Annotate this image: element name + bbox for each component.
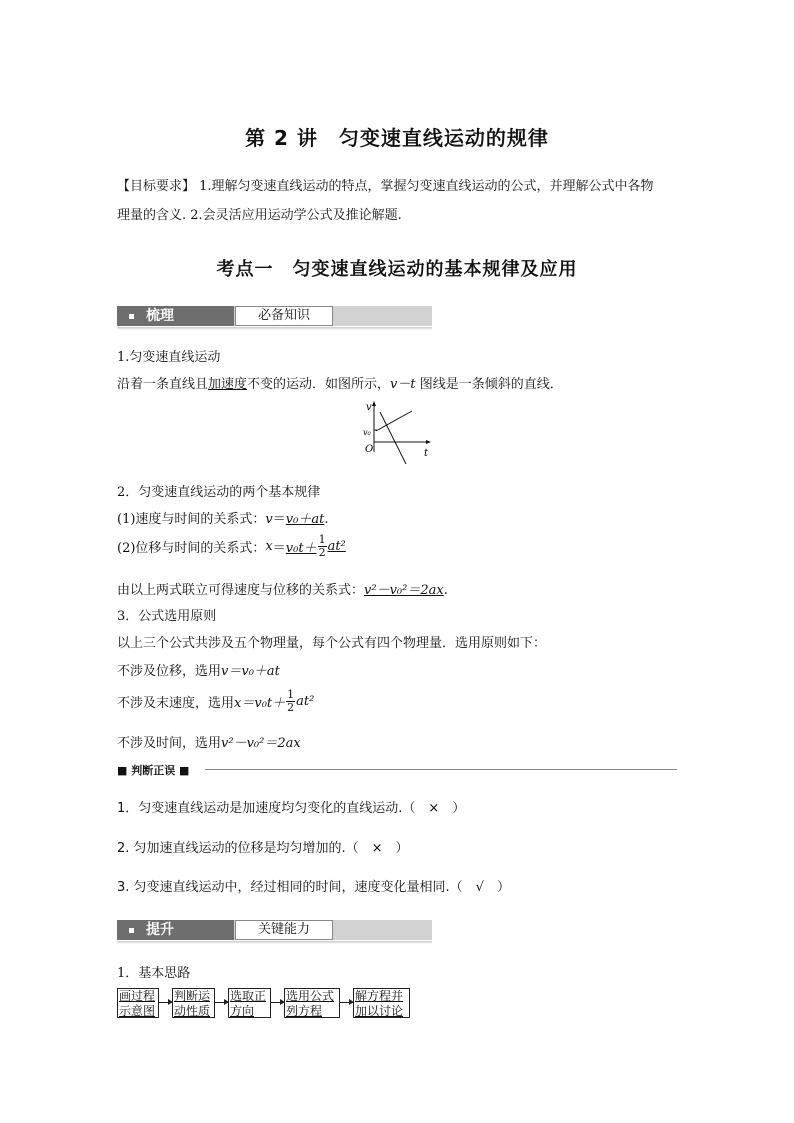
v0-label: v₀ xyxy=(363,428,371,437)
rule-no-displacement: 不涉及位移，选用v＝v₀＋at xyxy=(117,664,280,679)
band-ability-title: 提升 xyxy=(146,922,174,938)
judge-title: ■ 判断正误 ■ xyxy=(117,764,190,777)
flow-step: 解方程并 加以讨论 xyxy=(353,988,410,1018)
answer-acceleration: 加速度 xyxy=(208,377,248,392)
goal-tag: 【目标要求】 xyxy=(117,179,196,194)
rule-no-final-velocity: 不涉及末速度，选用x＝v₀t＋ $\frac{1}{2}$ at² xyxy=(117,688,315,714)
judge-item: 2. 匀加速直线运动的位移是均匀增加的.（ × ） xyxy=(117,841,409,856)
fraction-half: $\frac{1}{2}$ xyxy=(318,533,326,559)
flow-arrow xyxy=(340,1002,353,1003)
flow-step: 判断运 动性质 xyxy=(172,988,215,1018)
flow-step: 画过程 示意图 xyxy=(117,988,159,1018)
origin-label: O xyxy=(365,444,374,455)
answer-v2-formula: v²－v₀²＝2ax xyxy=(364,583,444,598)
judge-item: 1．匀变速直线运动是加速度均匀变化的直线运动.（ × ） xyxy=(117,801,466,816)
v-t-graph xyxy=(362,398,434,468)
p1-text: 沿着一条直线且加速度不变的运动．如图所示，v－t 图线是一条倾斜的直线． xyxy=(117,377,563,392)
flow-step: 选取正 方向 xyxy=(228,988,271,1018)
displacement-time-formula: (2)位移与时间的关系式：x＝v₀t＋ $\frac{1}{2}$ at² xyxy=(117,533,346,559)
p2-heading: 2．匀变速直线运动的两个基本规律 xyxy=(117,485,321,500)
band-ability-subtitle: 关键能力 xyxy=(235,920,333,940)
t-axis-arrow xyxy=(426,440,431,444)
velocity-displacement-formula: 由以上两式联立可得速度与位移的关系式：v²－v₀²＝2ax. xyxy=(117,583,448,598)
v-label: v xyxy=(366,402,372,413)
flow-arrow xyxy=(215,1002,228,1003)
band-review xyxy=(117,304,432,329)
goal-text-1: 1.理解匀变速直线运动的特点，掌握匀变速直线运动的公式，并理解公式中各物 xyxy=(199,179,654,194)
p3-intro: 以上三个公式共涉及五个物理量，每个公式有四个物理量．选用原则如下： xyxy=(117,636,547,651)
p3-heading: 3．公式选用原则 xyxy=(117,609,217,624)
falling-line xyxy=(380,412,406,464)
band-review-subtitle: 必备知识 xyxy=(235,306,333,326)
velocity-time-formula: (1)速度与时间的关系式：v＝v₀＋at. xyxy=(117,512,329,527)
band-ability xyxy=(117,918,432,943)
learning-goals xyxy=(117,172,682,230)
judge-header xyxy=(117,762,677,776)
judge-divider xyxy=(205,769,677,770)
judge-item: 3. 匀变速直线运动中，经过相同的时间，速度变化量相同.（ √ ） xyxy=(117,880,510,895)
answer-v-formula: v₀＋at xyxy=(285,512,325,527)
flow-arrow xyxy=(159,1002,172,1003)
p1-heading: 1.匀变速直线运动 xyxy=(117,350,221,365)
answer-x-formula: v₀t＋ xyxy=(285,541,317,556)
flow-step: 选用公式 列方程 xyxy=(284,988,340,1018)
rule-no-time: 不涉及时间，选用v²－v₀²＝2ax xyxy=(117,736,301,751)
p4-heading: 1．基本思路 xyxy=(117,966,191,981)
lesson-title: 第 2 讲 匀变速直线运动的规律 xyxy=(245,126,549,150)
v-axis-arrow xyxy=(372,401,376,406)
t-label: t xyxy=(424,448,429,459)
goal-text-2: 理量的含义. 2.会灵活应用运动学公式及推论解题. xyxy=(117,208,402,223)
band-review-title: 梳理 xyxy=(146,308,174,324)
section-title: 考点一 匀变速直线运动的基本规律及应用 xyxy=(216,259,578,280)
flow-arrow xyxy=(271,1002,284,1003)
fraction-half: $\frac{1}{2}$ xyxy=(287,688,295,714)
